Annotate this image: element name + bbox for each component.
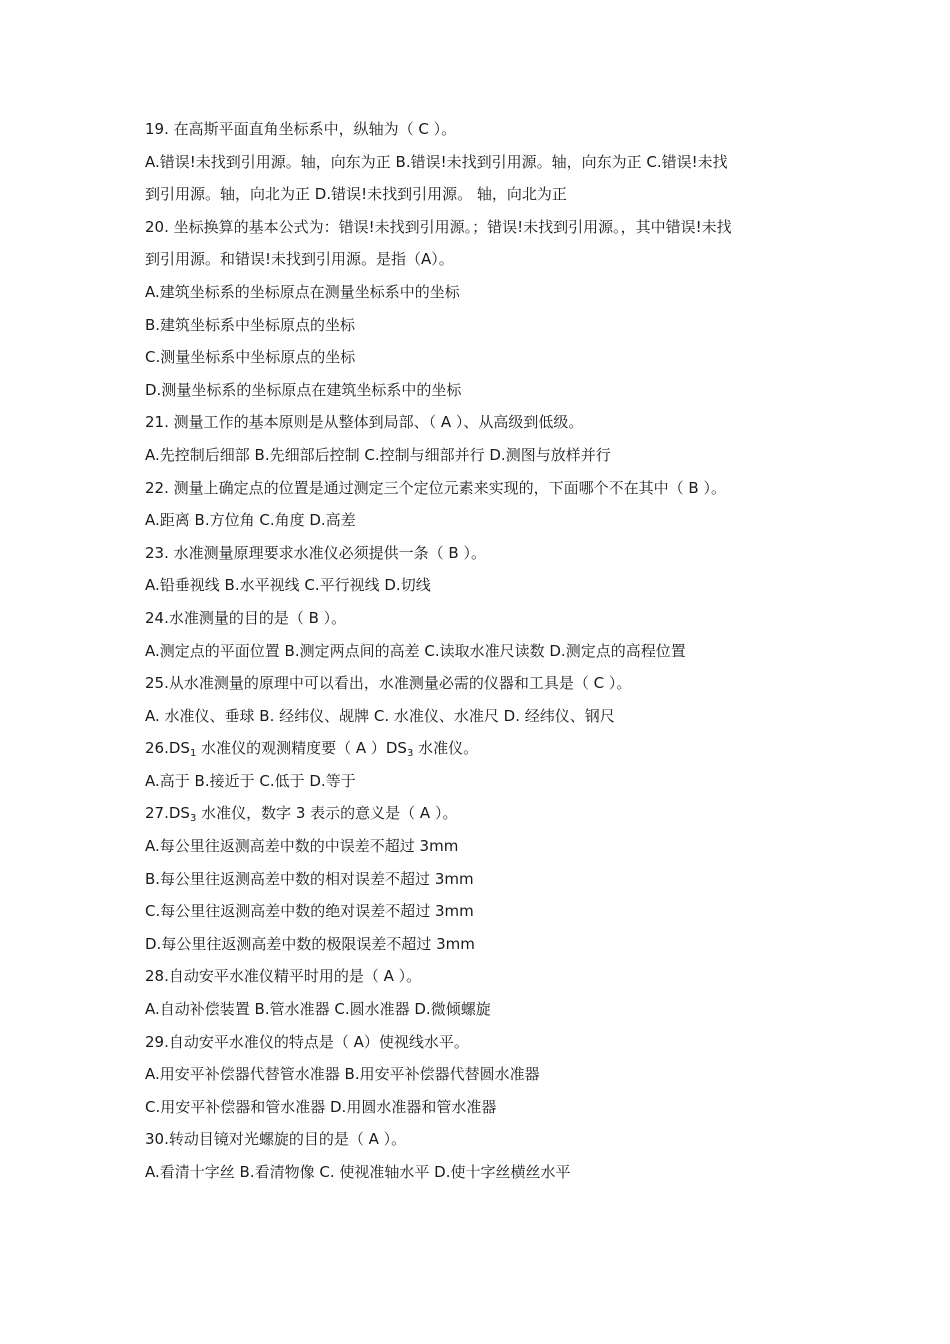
q27-suffix: 水准仪，数字 3 表示的意义是（ A ）。 — [196, 804, 458, 823]
question-27-option-b: B.每公里往返测高差中数的相对误差不超过 3mm — [145, 869, 474, 888]
question-23: 23. 水准测量原理要求水准仪必须提供一条（ B ）。 — [145, 543, 486, 562]
question-30: 30.转动目镜对光螺旋的目的是（ A ）。 — [145, 1130, 407, 1149]
question-20-option-a: A.建筑坐标系的坐标原点在测量坐标系中的坐标 — [145, 282, 460, 301]
question-20-cont: 到引用源。和错误!未找到引用源。是指（A）。 — [145, 250, 454, 269]
question-24: 24.水准测量的目的是（ B ）。 — [145, 608, 347, 627]
question-list — [145, 113, 815, 1189]
question-21: 21. 测量工作的基本原则是从整体到局部、（ A ）、从高级到低级。 — [145, 413, 584, 432]
q27-prefix: 27.DS — [145, 804, 190, 823]
question-30-options: A.看清十字丝 B.看清物像 C. 使视准轴水平 D.使十字丝横丝水平 — [145, 1163, 571, 1181]
question-20: 20. 坐标换算的基本公式为：错误!未找到引用源。；错误!未找到引用源。，其中错误!未找 — [145, 217, 732, 236]
question-20-option-b: B.建筑坐标系中坐标原点的坐标 — [145, 315, 356, 334]
question-26 — [145, 732, 815, 765]
q27-subscript-3: 3 — [189, 813, 197, 825]
question-22: 22. 测量上确定点的位置是通过测定三个定位元素来实现的，下面哪个不在其中（ B ）。 — [145, 478, 726, 497]
q26-middle: 水准仪的观测精度要（ A ）DS — [196, 739, 407, 758]
question-28-options: A.自动补偿装置 B.管水准器 C.圆水准器 D.微倾螺旋 — [145, 1000, 491, 1019]
question-19: 19. 在高斯平面直角坐标系中，纵轴为（ C ）。 — [145, 120, 457, 138]
q26-suffix: 水准仪。 — [413, 739, 479, 758]
question-28: 28.自动安平水准仪精平时用的是（ A ）。 — [145, 967, 422, 986]
question-27-option-c: C.每公里往返测高差中数的绝对误差不超过 3mm — [145, 902, 474, 921]
question-23-options: A.铅垂视线 B.水平视线 C.平行视线 D.切线 — [145, 576, 431, 595]
question-27 — [145, 797, 815, 830]
q26-subscript-1: 1 — [189, 748, 197, 760]
question-21-options: A.先控制后细部 B.先细部后控制 C.控制与细部并行 D.测图与放样并行 — [145, 445, 611, 464]
question-22-options: A.距离 B.方位角 C.角度 D.高差 — [145, 511, 356, 530]
question-29-options-ab: A.用安平补偿器代替管水准器 B.用安平补偿器代替圆水准器 — [145, 1065, 540, 1084]
question-20-option-c: C.测量坐标系中坐标原点的坐标 — [145, 348, 356, 367]
question-25-options: A. 水准仪、垂球 B. 经纬仪、觇牌 C. 水准仪、水准尺 D. 经纬仪、钢尺 — [145, 706, 615, 725]
question-27-option-a: A.每公里往返测高差中数的中误差不超过 3mm — [145, 837, 459, 856]
question-29-options-cd: C.用安平补偿器和管水准器 D.用圆水准器和管水准器 — [145, 1097, 497, 1116]
question-24-options: A.测定点的平面位置 B.测定两点间的高差 C.读取水准尺读数 D.测定点的高程位置 — [145, 641, 686, 660]
question-25: 25.从水准测量的原理中可以看出，水准测量必需的仪器和工具是（ C ）。 — [145, 674, 632, 693]
question-27-option-d: D.每公里往返测高差中数的极限误差不超过 3mm — [145, 934, 475, 953]
question-19-options-cont: 到引用源。轴，向北为正 D.错误!未找到引用源。 轴，向北为正 — [145, 185, 567, 204]
question-20-option-d: D.测量坐标系的坐标原点在建筑坐标系中的坐标 — [145, 380, 462, 399]
q26-subscript-3: 3 — [406, 748, 414, 760]
question-29: 29.自动安平水准仪的特点是（ A）使视线水平。 — [145, 1032, 469, 1051]
q26-prefix: 26.DS — [145, 739, 190, 758]
question-19-options: A.错误!未找到引用源。轴，向东为正 B.错误!未找到引用源。轴，向东为正 C.错误!未找 — [145, 152, 728, 171]
question-26-options: A.高于 B.接近于 C.低于 D.等于 — [145, 771, 356, 790]
